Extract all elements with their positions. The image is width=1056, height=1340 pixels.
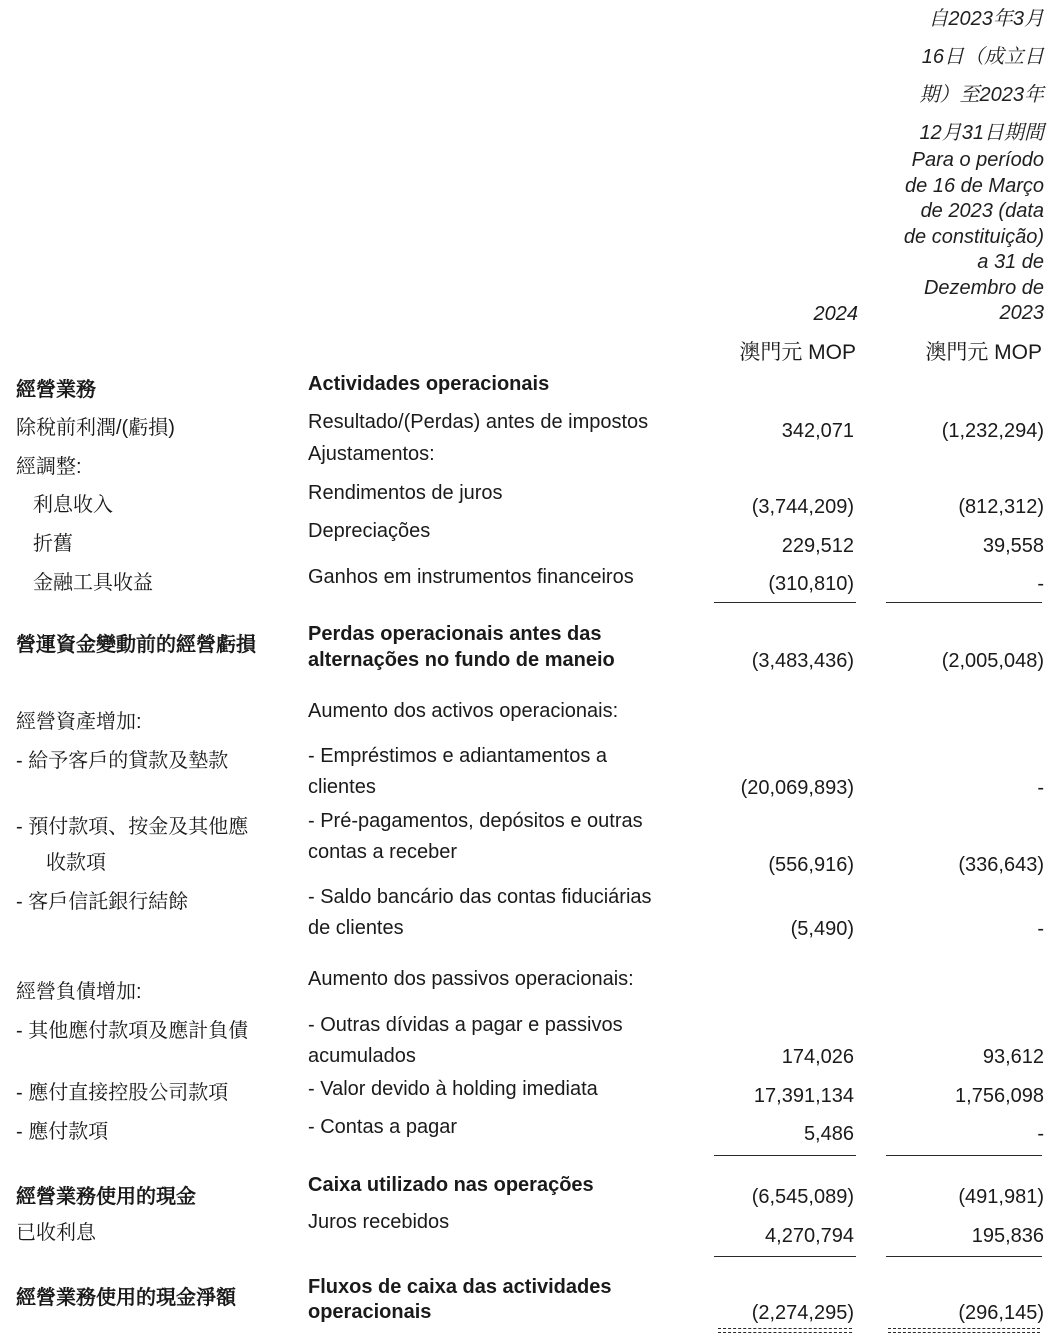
row-label-pt: Ajustamentos:	[308, 443, 435, 465]
section-title-pt: Actividades operacionais	[308, 373, 550, 395]
period-header-pt-line: de constituição)	[903, 225, 1044, 248]
period-header-pt-line: de 16 de Março	[905, 174, 1044, 197]
row-value-2023: (2,005,048)	[941, 650, 1044, 672]
row-label-pt-line: de clientes	[308, 917, 404, 939]
row-label-pt-line: - Empréstimos e adiantamentos a	[308, 745, 608, 767]
row-value-2024: 5,486	[803, 1123, 854, 1145]
row-label-zh: 金融工具收益	[33, 572, 153, 594]
row-label-pt-line: contas a receber	[308, 841, 457, 863]
row-value-2024: (6,545,089)	[751, 1186, 854, 1208]
row-label-zh: 經營業務使用的現金淨額	[16, 1287, 236, 1309]
row-value-2024: 17,391,134	[753, 1085, 854, 1107]
row-label-zh: - 應付款項	[16, 1121, 109, 1143]
row-label-pt-line: operacionais	[308, 1301, 432, 1323]
period-header-pt-line: Para o período	[911, 149, 1044, 171]
row-label-pt: - Contas a pagar	[308, 1116, 457, 1138]
row-value-2023: 93,612	[982, 1046, 1044, 1068]
row-label-pt: Ganhos em instrumentos financeiros	[308, 566, 634, 588]
row-label-pt-line: alternações no fundo de maneio	[308, 649, 615, 671]
row-value-2024: 342,071	[781, 420, 854, 442]
row-label-pt: - Valor devido à holding imediata	[308, 1078, 598, 1100]
row-value-2024: (5,490)	[790, 918, 854, 940]
subtotal-rule	[714, 602, 856, 603]
row-label-pt-line: - Pré-pagamentos, depósitos e outras	[308, 810, 643, 832]
subtotal-rule	[886, 1155, 1042, 1156]
section-title-zh: 經營業務	[16, 379, 96, 401]
row-label-pt: Aumento dos passivos operacionais:	[308, 968, 634, 990]
period-header-pt-line: a 31 de	[977, 251, 1044, 273]
period-header-zh-line-3: 期）至2023年	[919, 84, 1044, 106]
row-label-pt: Depreciações	[308, 520, 431, 542]
row-label-pt: Resultado/(Perdas) antes de impostos	[308, 411, 649, 433]
currency-unit-col2: 澳門元 MOP	[925, 341, 1042, 364]
row-label-pt-line: clientes	[308, 776, 376, 798]
total-double-rule	[718, 1328, 852, 1333]
row-label-pt-line: - Outras dívidas a pagar e passivos	[308, 1014, 623, 1036]
row-label-pt-line: acumulados	[308, 1045, 416, 1067]
total-value-2023: (296,145)	[958, 1302, 1044, 1324]
row-label-zh: 已收利息	[16, 1222, 96, 1244]
row-label-zh: 經營資產增加:	[16, 711, 142, 733]
period-header-zh-line-1: 自2023年3月	[928, 8, 1044, 30]
row-value-2024: (20,069,893)	[740, 777, 854, 799]
row-label-pt: Rendimentos de juros	[308, 482, 503, 504]
total-value-2024: (2,274,295)	[751, 1302, 854, 1324]
row-label-zh: 除稅前利潤/(虧損)	[16, 417, 175, 439]
period-header-zh-line-4: 12月31日期間	[919, 122, 1044, 144]
row-value-2023: (1,232,294)	[941, 420, 1044, 442]
period-header-pt-line: de 2023 (data	[920, 200, 1044, 222]
row-label-zh: - 客戶信託銀行結餘	[16, 891, 189, 913]
currency-unit-col1: 澳門元 MOP	[739, 341, 856, 364]
row-value-2023: (812,312)	[958, 496, 1044, 518]
row-value-2024: (3,483,436)	[751, 650, 854, 672]
row-label-zh: - 其他應付款項及應計負債	[16, 1020, 249, 1042]
row-label-zh: 經調整:	[16, 456, 82, 478]
period-header-pt	[844, 148, 1044, 327]
year-2024-header: 2024	[813, 303, 858, 325]
row-value-2024: 229,512	[781, 535, 854, 557]
row-label-zh: 經營負債增加:	[16, 981, 142, 1003]
subtotal-rule	[714, 1256, 856, 1257]
row-label-zh-line: - 預付款項、按金及其他應	[16, 816, 249, 838]
row-label-pt-line: Perdas operacionais antes das	[308, 623, 602, 645]
row-label-zh: 經營業務使用的現金	[16, 1186, 196, 1208]
period-header-pt-line: 2023	[999, 302, 1044, 324]
total-double-rule	[888, 1328, 1040, 1333]
subtotal-rule	[714, 1155, 856, 1156]
row-value-2023: (336,643)	[958, 854, 1044, 876]
row-label-zh: - 給予客戶的貸款及墊款	[16, 750, 229, 772]
row-label-pt: Aumento dos activos operacionais:	[308, 700, 619, 722]
row-label-pt-line: - Saldo bancário das contas fiduciárias	[308, 886, 652, 908]
row-value-2024: 174,026	[781, 1046, 854, 1068]
row-value-2023: -	[1037, 918, 1044, 940]
row-value-2024: 4,270,794	[765, 1225, 854, 1247]
row-value-2023: -	[1037, 777, 1044, 799]
subtotal-rule	[886, 1256, 1042, 1257]
row-label-zh: 利息收入	[33, 494, 113, 516]
row-value-2024: (556,916)	[768, 854, 854, 876]
row-label-pt-line: Fluxos de caixa das actividades	[308, 1276, 612, 1298]
row-label-pt: Juros recebidos	[308, 1211, 450, 1233]
row-label-pt: Caixa utilizado nas operações	[308, 1174, 594, 1196]
row-value-2024: (3,744,209)	[751, 496, 854, 518]
row-value-2023: 39,558	[982, 535, 1044, 557]
row-label-zh: 營運資金變動前的經營虧損	[16, 634, 256, 656]
row-value-2023: 1,756,098	[955, 1085, 1044, 1107]
row-label-zh: - 應付直接控股公司款項	[16, 1082, 229, 1104]
row-value-2023: 195,836	[971, 1225, 1044, 1247]
subtotal-rule	[886, 602, 1042, 603]
row-value-2023: -	[1037, 1123, 1044, 1145]
period-header-pt-line: Dezembro de	[923, 276, 1044, 299]
row-value-2024: (310,810)	[768, 573, 854, 595]
period-header-zh-line-2: 16日（成立日	[921, 46, 1044, 68]
row-value-2023: -	[1037, 573, 1044, 595]
row-value-2023: (491,981)	[958, 1186, 1044, 1208]
row-label-zh: 折舊	[33, 533, 73, 555]
row-label-zh-line: 收款項	[46, 852, 106, 874]
